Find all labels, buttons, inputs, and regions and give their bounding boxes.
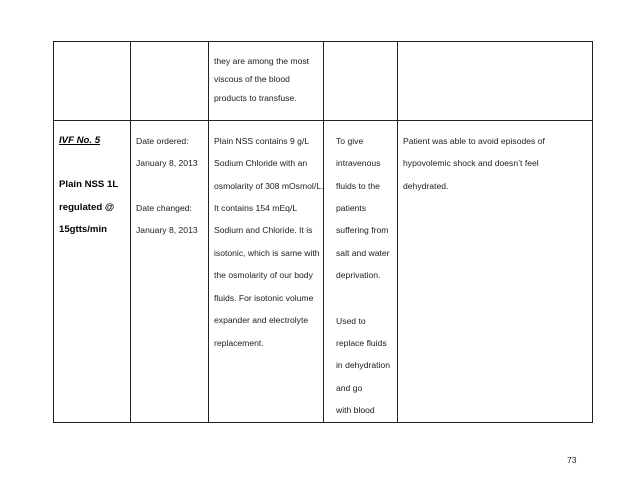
text-line: salt and water — [336, 248, 390, 258]
text-line: replacement. — [214, 338, 264, 348]
text-line: isotonic, which is same with — [214, 248, 320, 258]
ivf-name-line: 15gtts/min — [59, 224, 107, 235]
text-line: fluids to the — [336, 181, 380, 191]
text-line: Sodium Chloride with an — [214, 158, 308, 168]
text-line: deprivation. — [336, 270, 381, 280]
page-number: 73 — [567, 455, 577, 465]
text-line: fluids. For isotonic volume — [214, 293, 314, 303]
ivf-name-line: regulated @ — [59, 202, 115, 213]
text-line: and go — [336, 383, 363, 393]
text-line: To give — [336, 136, 364, 146]
text-line: replace fluids — [336, 338, 387, 348]
date-changed-value: January 8, 2013 — [136, 225, 198, 235]
ivf-name-line: Plain NSS 1L — [59, 179, 119, 190]
text-line: products to transfuse. — [214, 93, 297, 103]
text-line: viscous of the blood — [214, 74, 290, 84]
date-ordered-value: January 8, 2013 — [136, 158, 198, 168]
column-divider — [323, 42, 324, 422]
text-line: It contains 154 mEq/L — [214, 203, 298, 213]
text-line: expander and electrolyte — [214, 315, 309, 325]
text-line: Used to — [336, 316, 366, 326]
text-line: Plain NSS contains 9 g/L — [214, 136, 310, 146]
text-line: in dehydration — [336, 360, 390, 370]
text-line: dehydrated. — [403, 181, 449, 191]
column-divider — [208, 42, 209, 422]
text-line: with blood — [336, 405, 375, 415]
text-line: osmolarity of 308 mOsmol/L. — [214, 181, 324, 191]
text-line: suffering from — [336, 225, 389, 235]
date-changed-label: Date changed: — [136, 203, 192, 213]
date-ordered-label: Date ordered: — [136, 136, 189, 146]
text-line: Patient was able to avoid episodes of — [403, 136, 545, 146]
text-line: they are among the most — [214, 56, 310, 66]
nursing-care-table — [53, 41, 593, 423]
column-divider — [397, 42, 398, 422]
ivf-title: IVF No. 5 — [59, 135, 101, 146]
column-divider — [130, 42, 131, 422]
text-line: the osmolarity of our body — [214, 270, 313, 280]
text-line: intravenous — [336, 158, 381, 168]
text-line: hypovolemic shock and doesn’t feel — [403, 158, 539, 168]
text-line: Sodium and Chloride. It is — [214, 225, 313, 235]
text-line: patients — [336, 203, 367, 213]
